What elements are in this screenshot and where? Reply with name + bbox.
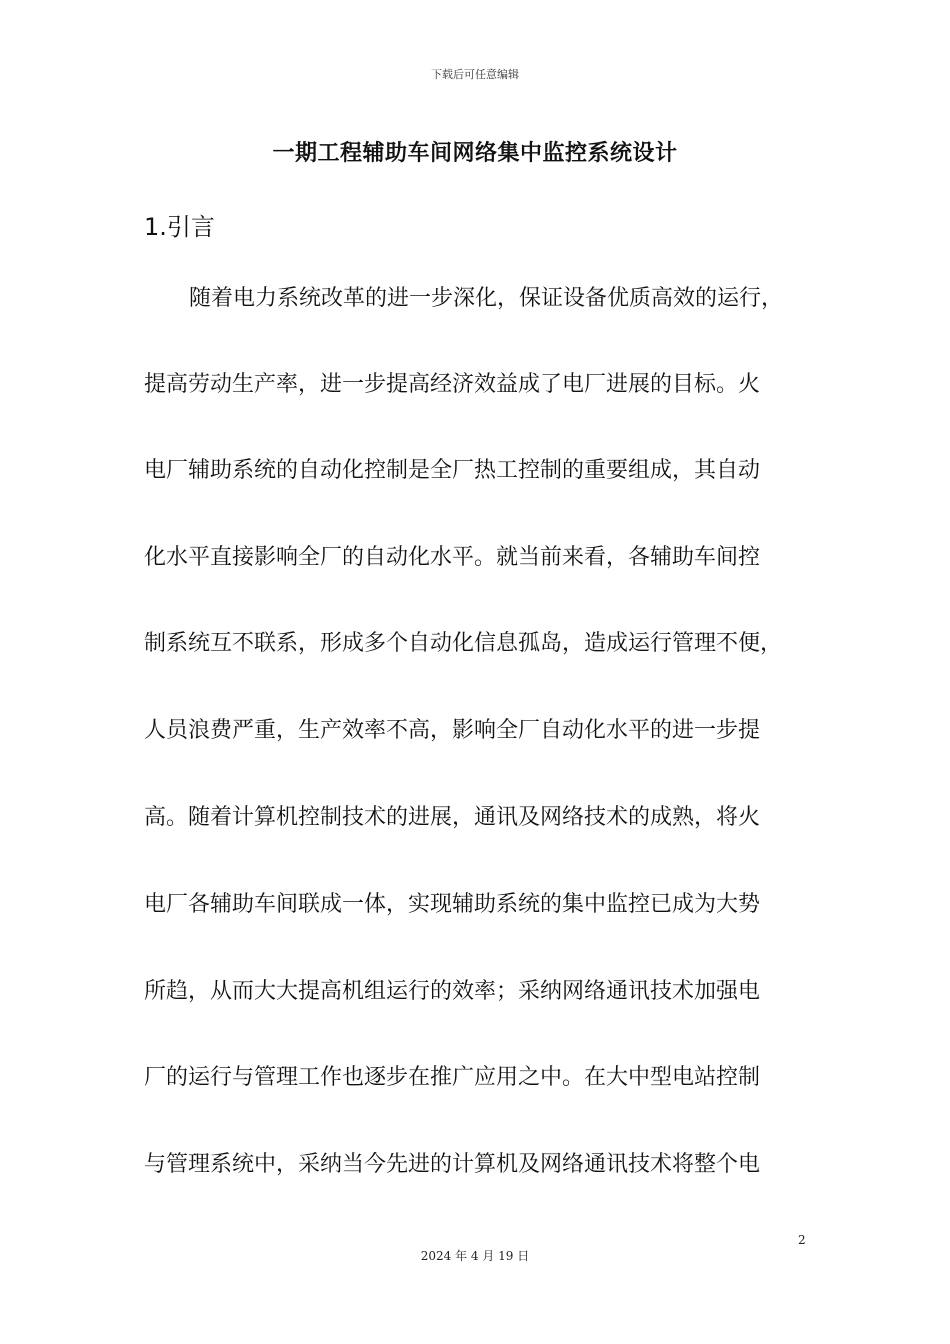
paragraph-line: 制系统互不联系，形成多个自动化信息孤岛，造成运行管理不便，	[144, 631, 783, 656]
paragraph-line: 电厂各辅助车间联成一体，实现辅助系统的集中监控已成为大势	[144, 892, 761, 917]
paragraph-line: 提高劳动生产率，进一步提高经济效益成了电厂进展的目标。火	[144, 372, 761, 397]
footer-date: 2024 年 4 月 19 日	[420, 1249, 530, 1263]
paragraph-line: 人员浪费严重，生产效率不高，影响全厂自动化水平的进一步提	[144, 718, 761, 743]
paragraph-line: 随着电力系统改革的进一步深化，保证设备优质高效的运行，	[189, 286, 784, 311]
section-heading: 1.引言	[144, 213, 215, 241]
paragraph-line: 高。随着计算机控制技术的进展，通讯及网络技术的成熟，将火	[144, 805, 761, 830]
document-title: 一期工程辅助车间网络集中监控系统设计	[272, 141, 678, 166]
paragraph-line: 与管理系统中，采纳当今先进的计算机及网络通讯技术将整个电	[144, 1152, 761, 1177]
paragraph-line: 所趋，从而大大提高机组运行的效率；采纳网络通讯技术加强电	[144, 979, 761, 1004]
header-note: 下载后可任意编辑	[431, 68, 519, 81]
paragraph-line: 厂的运行与管理工作也逐步在推广应用之中。在大中型电站控制	[144, 1065, 761, 1090]
page-number: 2	[798, 1233, 806, 1247]
paragraph-line: 电厂辅助系统的自动化控制是全厂热工控制的重要组成，其自动	[144, 458, 761, 483]
paragraph-line: 化水平直接影响全厂的自动化水平。就当前来看，各辅助车间控	[144, 545, 761, 570]
